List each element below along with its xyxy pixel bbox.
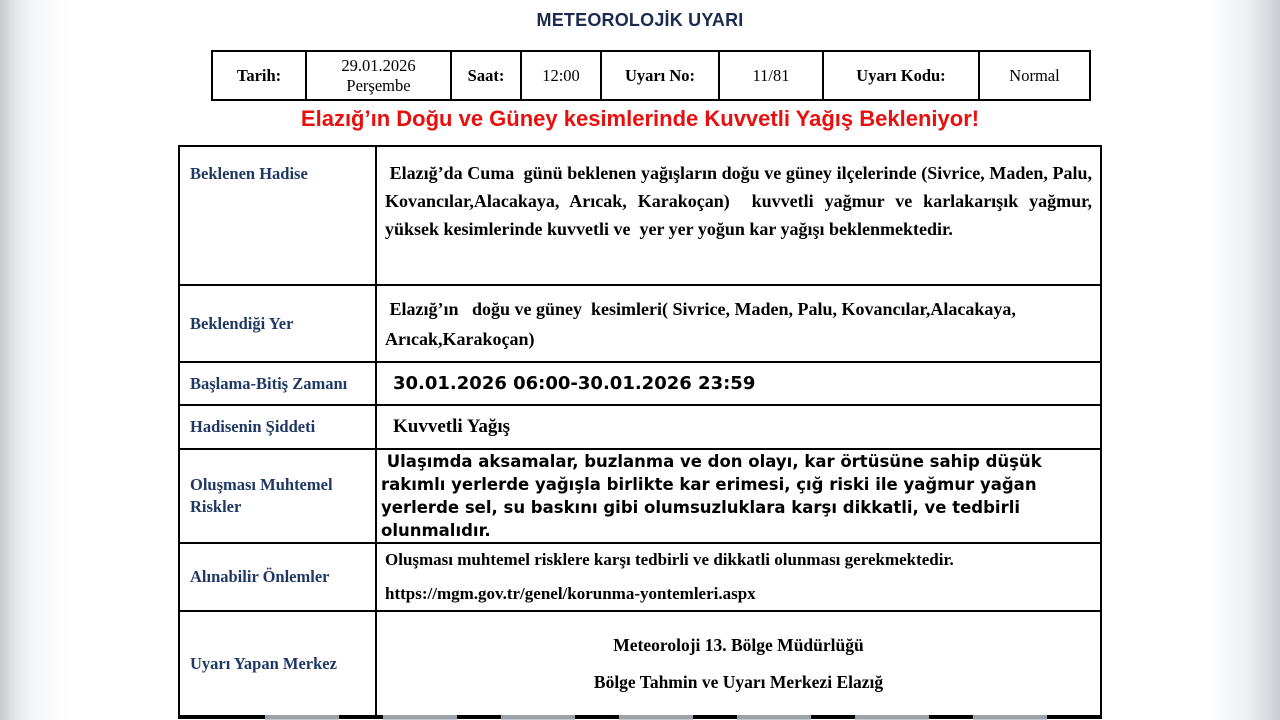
expected-location-label: Beklendiği Yer — [179, 285, 376, 362]
precautions-label: Alınabilir Önlemler — [179, 543, 376, 611]
cutoff-next-table-row — [265, 715, 1070, 720]
precautions-content-cell — [376, 543, 1101, 611]
info-table — [211, 50, 1091, 101]
table-row-precautions — [179, 543, 1101, 611]
table-row-start-end-time — [179, 362, 1101, 405]
alert-heading: Elazığ’ın Doğu ve Güney kesimlerinde Kuvvetli Yağış Bekleniyor! — [300, 106, 980, 131]
time-label: Saat: — [451, 51, 521, 100]
date-value: 29.01.2026 — [341, 55, 416, 75]
document-title: METEOROLOJİK UYARI — [536, 10, 744, 30]
start-end-time-content-cell — [376, 362, 1101, 405]
issuing-center-block — [385, 635, 1092, 693]
warning-code-value: Normal — [979, 51, 1090, 100]
warning-details-table — [178, 145, 1102, 719]
event-severity-content-cell — [376, 405, 1101, 449]
date-value-cell — [306, 51, 451, 100]
table-row-issuing-center — [179, 611, 1101, 717]
date-day: Perşembe — [346, 75, 411, 95]
expected-event-text: Elazığ’da Cuma günü beklenen yağışların doğu ve güney ilçelerinde (Sivrice, Maden, Palu, Kovancılar,Alacakaya, Arıcak, Karakoçan) kuvvetli yağmur ve karlakarışık yağmur, yüksek kesimlerinde kuvvetli ve yer yer yoğun kar yağışı beklenmektedir. — [385, 163, 1097, 239]
issuing-center-line2: Bölge Tahmin ve Uyarı Merkezi Elazığ — [593, 671, 884, 692]
issuing-center-label: Uyarı Yapan Merkez — [179, 611, 376, 717]
expected-location-content-cell — [376, 285, 1101, 362]
warning-code-label: Uyarı Kodu: — [823, 51, 979, 100]
table-row-expected-location — [179, 285, 1101, 362]
expected-location-text: Elazığ’ın doğu ve güney kesimleri( Sivrice, Maden, Palu, Kovancılar,Alacakaya, Arıcak,Karakoçan) — [385, 298, 1020, 349]
issuing-center-content-cell — [376, 611, 1101, 717]
precautions-text: Oluşması muhtemel risklere karşı tedbirli ve dikkatli olunması gerekmektedir. — [385, 550, 954, 569]
event-severity-text: Kuvvetli Yağış — [393, 416, 510, 437]
expected-event-content-cell — [376, 146, 1101, 285]
table-row-event-severity — [179, 405, 1101, 449]
date-label: Tarih: — [212, 51, 306, 100]
time-value: 12:00 — [521, 51, 601, 100]
possible-risks-label: Oluşması Muhtemel Riskler — [179, 449, 376, 543]
warning-no-value: 11/81 — [719, 51, 823, 100]
precautions-url-link[interactable]: https://mgm.gov.tr/genel/korunma-yontemleri.aspx — [385, 584, 756, 603]
start-end-time-text: 30.01.2026 06:00-30.01.2026 23:59 — [393, 373, 756, 394]
expected-event-label: Beklenen Hadise — [179, 146, 376, 285]
issuing-center-line1: Meteoroloji 13. Bölge Müdürlüğü — [613, 634, 864, 655]
warning-no-label: Uyarı No: — [601, 51, 719, 100]
event-severity-label: Hadisenin Şiddeti — [179, 405, 376, 449]
table-row-possible-risks — [179, 449, 1101, 543]
info-table-row — [212, 51, 1090, 100]
start-end-time-label: Başlama-Bitiş Zamanı — [179, 362, 376, 405]
possible-risks-content-cell — [376, 449, 1101, 543]
table-row-expected-event — [179, 146, 1101, 285]
possible-risks-text: Ulaşımda aksamalar, buzlanma ve don olayı, kar örtüsüne sahip düşük rakımlı yerlerde yağışla birlikte kar erimesi, çığ riski ile yağmur yağan yerlerde sel, su baskını gibi olumsuzluklara karşı dikkatli, ve tedbirli olunmalıdır. — [381, 452, 1048, 540]
